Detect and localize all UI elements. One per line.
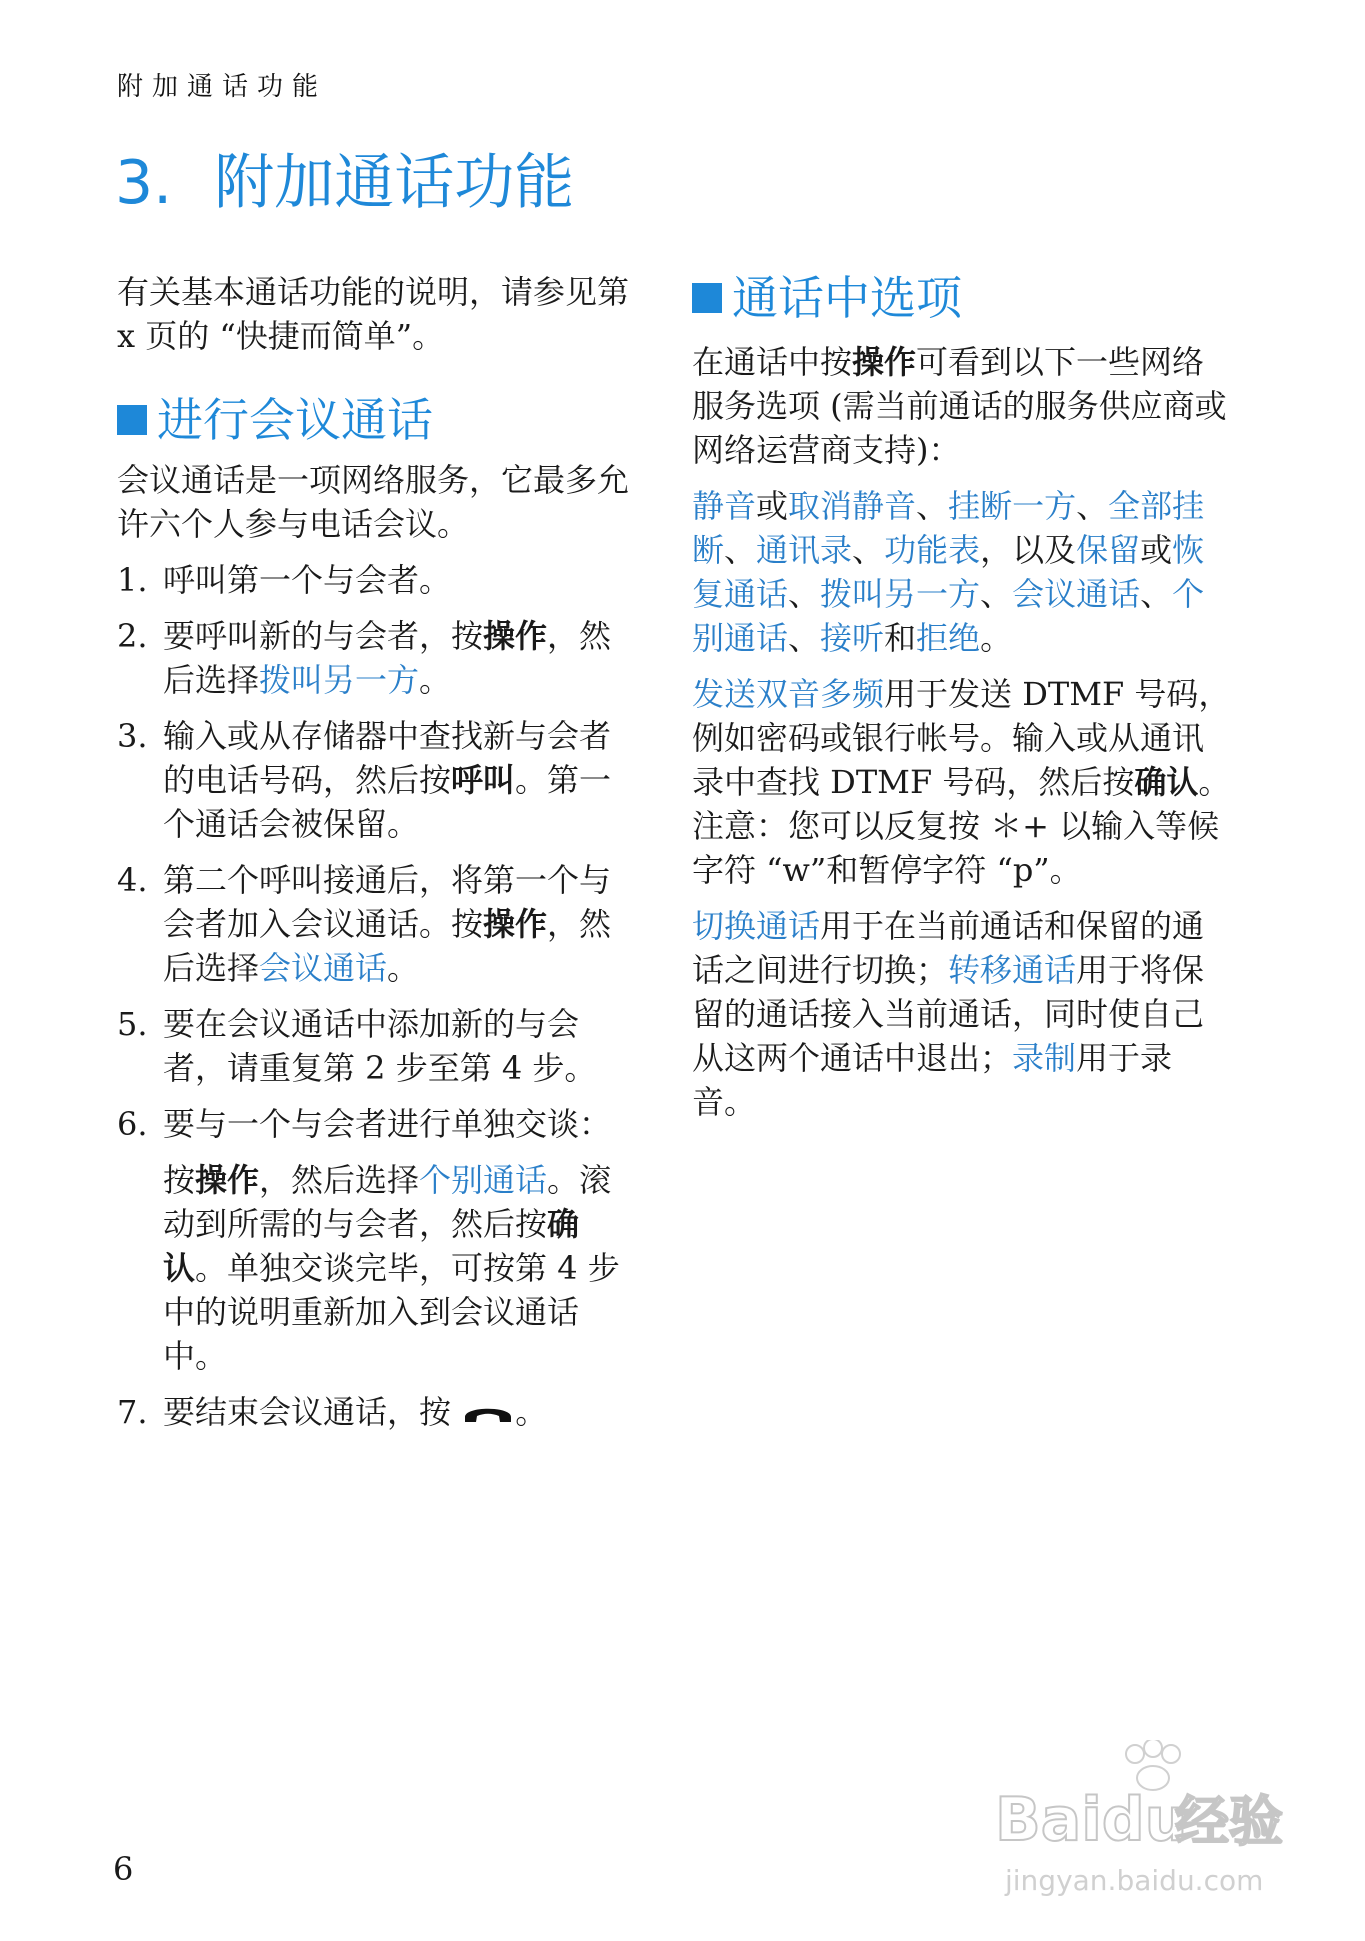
heading-square-icon bbox=[117, 405, 147, 435]
incall-intro: 在通话中按操作可看到以下一些网络服务选项 (需当前通话的服务供应商或网络运营商支持)： bbox=[692, 343, 1227, 469]
link-dial-another: 拨叫另一方 bbox=[259, 661, 420, 699]
list-item: 1. 呼叫第一个与会者。 bbox=[117, 561, 452, 599]
list-item: 3. 输入或从存储器中查找新与会者的电话号码，然后按呼叫。第一个通话会被保留。 bbox=[117, 717, 612, 843]
right-column bbox=[692, 270, 1232, 1124]
list-item: 6. 要与一个与会者进行单独交谈： 按操作，然后选择个别通话。滚动到所需的与会者，然后按确认。单独交谈完毕，可按第 4 步中的说明重新加入到会议通话中。 bbox=[117, 1102, 637, 1378]
baidu-watermark-logo bbox=[995, 1740, 1295, 1910]
svg-text:jingyan.baidu.com: jingyan.baidu.com bbox=[1005, 1864, 1264, 1897]
intro-paragraph: 有关基本通话功能的说明，请参见第 x 页的 “快捷而简单”。 bbox=[117, 273, 630, 355]
conference-description: 会议通话是一项网络服务，它最多允许六个人参与电话会议。 bbox=[117, 461, 630, 543]
page-number: 6 bbox=[113, 1850, 134, 1888]
incall-heading: 通话中选项 bbox=[692, 270, 1232, 326]
left-column bbox=[117, 270, 637, 1446]
list-item: 2. 要呼叫新的与会者，按操作，然后选择拨叫另一方。 bbox=[117, 617, 612, 699]
incall-options: 静音或取消静音、挂断一方、全部挂断、通讯录、功能表，以及保留或恢复通话、拨叫另一方、会议通话、个别通话、接听和拒绝。 bbox=[692, 487, 1205, 657]
link-conference: 会议通话 bbox=[259, 949, 388, 987]
end-call-icon bbox=[461, 1400, 515, 1430]
conference-heading: 进行会议通话 bbox=[117, 392, 637, 448]
chapter-number: 3. bbox=[115, 148, 173, 218]
swap-transfer-paragraph: 切换通话用于在当前通话和保留的通话之间进行切换；转移通话用于将保留的通话接入当前通话，同时使自己从这两个通话中退出；录制用于录音。 bbox=[692, 907, 1205, 1121]
conference-steps bbox=[117, 558, 637, 1434]
link-private-call: 个别通话 bbox=[419, 1161, 548, 1199]
running-header: 附加通话功能 bbox=[117, 72, 328, 102]
step6-detail: 按操作，然后选择个别通话。滚动到所需的与会者，然后按确认。单独交谈完毕，可按第 4 步中的说明重新加入到会议通话中。 bbox=[163, 1161, 620, 1375]
list-item: 5. 要在会议通话中添加新的与会者，请重复第 2 步至第 4 步。 bbox=[117, 1005, 597, 1087]
dtmf-paragraph: 发送双音多频用于发送 DTMF 号码，例如密码或银行帐号。输入或从通讯录中查找 DTMF 号码，然后按确认。注意：您可以反复按 ＊+ 以输入等候字符 “w”和暂停字符 “p”。 bbox=[692, 675, 1231, 889]
chapter-title-text: 附加通话功能 bbox=[214, 148, 575, 218]
svg-text:Baidu: Baidu bbox=[995, 1785, 1188, 1855]
svg-text:经验: 经验 bbox=[1175, 1790, 1283, 1853]
chapter-title bbox=[115, 135, 574, 221]
list-item: 4. 第二个呼叫接通后，将第一个与会者加入会议通话。按操作，然后选择会议通话。 bbox=[117, 861, 612, 987]
list-item: 7. 要结束会议通话，按 。 bbox=[117, 1393, 548, 1431]
heading-square-icon bbox=[692, 283, 722, 313]
